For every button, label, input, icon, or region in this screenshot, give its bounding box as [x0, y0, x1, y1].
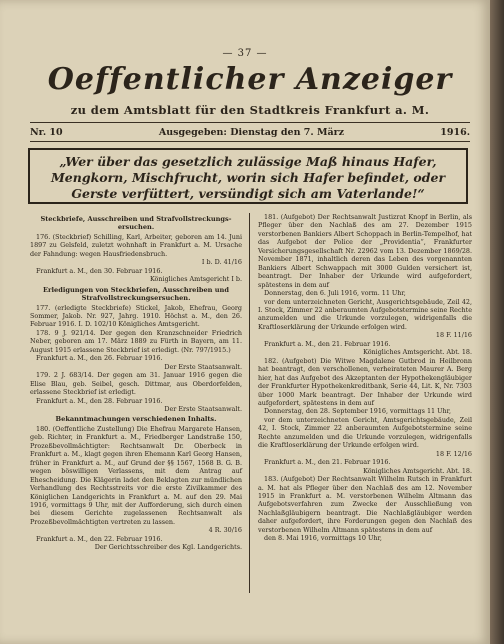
book-spine [490, 0, 504, 644]
notice-banner: „Wer über das gesetzlich zulässige Maß hinaus Hafer, Mengkorn, Mischfrucht, worin sich Hafer befindet, oder Gerste verfüttert, versündigt sich am Vaterlande!“ [28, 148, 468, 204]
paragraph: 178. 9 J. 921/14. Der gegen den Kranzschneider Friedrich Neber, geboren am 17. März 1889 zu Fürth in Bayern, am 11. August 1915 erlassene Steckbrief ist erledigt. (Nr. 797/1915.) [30, 328, 242, 354]
top-rule [30, 122, 470, 123]
right-column [258, 213, 472, 543]
issue-line [30, 127, 470, 138]
paragraph: 182. (Aufgebot) Die Witwe Magdalene Gutbrod in Heilbronn hat beantragt, den verschollenen, verheirateten Maurer A. Berg hier, hat das Aufgebot des Akzeptanten der Hypothekengläubiger der Frankfurter Hypothekenkreditbank, Serie 44, Lit. K, Nr. 7303 über 1000 Mark beantragt. Der Inhaber der Urkunde wird aufgefordert, spätestens in dem auf [258, 356, 472, 407]
page-number: — 37 — [222, 48, 268, 59]
paragraph: 179. 2 J. 683/14. Der gegen am 31. Januar 1916 gegen die Elise Blau, geb. Seibel, gesch. Dittmar, aus Oberdorfelden, erlassene Steckbrief ist erledigt. [30, 371, 242, 397]
paragraph: Frankfurt a. M., den 21. Februar 1916. [264, 458, 391, 467]
issue-rule [30, 141, 470, 142]
paragraph: Königliches Amtsgericht I b. [149, 275, 242, 284]
paragraph: 4 R. 30/16 [208, 526, 242, 535]
paragraph: 181. (Aufgebot) Der Rechtsanwalt Justizrat Knopf in Berlin, als Pfleger über den Nachlaß des am 27. Dezember 1915 verstorbenen Bankiers Albert Schoppach in Berlin-Tempelhof, hat das Aufgebot der Police der „Providentia“, Frankfurter Versicherungsgesellschaft Nr. 22962 vom 13. Dezember 1869/28. November 1871, inhaltlich deren das Leben des vorgenannten Bankiers Albert Schwappach mit 3000 Gulden versichert ist, beantragt. Der Inhaber der Urkunde wird aufgefordert, spätestens in dem auf [258, 213, 472, 289]
paragraph: Donnerstag, den 6. Juli 1916, vorm. 11 Uhr, [264, 289, 406, 298]
paragraph: Königliches Amtsgericht. Abt. 18. [363, 348, 472, 357]
paragraph: 183. (Aufgebot) Der Rechtsanwalt Wilhelm Rutsch in Frankfurt a. M. hat als Pfleger über den Nachlaß des am 12. November 1915 in Frankfurt a. M. verstorbenen Wilhelm Altmann das Aufgebotsverfahren zum Zwecke der Ausschließung von Nachlaßgläubigern beantragt. Die Nachlaßgläubiger werden daher aufgefordert, ihre Forderungen gegen den Nachlaß des verstorbenen Wilhelm Altmann spätestens in dem auf [258, 475, 472, 534]
newspaper-title: Oeffentlicher Anzeiger [47, 62, 453, 97]
issue-year: 1916. [440, 127, 470, 138]
section-heading: Bekanntmachungen verschiedenen Inhalts. [55, 415, 217, 424]
paragraph: Der Erste Staatsanwalt. [164, 362, 242, 371]
paragraph: Königliches Amtsgericht. Abt. 18. [363, 466, 472, 475]
paragraph: Der Gerichtsschreiber des Kgl. Landgerichts. [94, 543, 242, 552]
paragraph: I b. D. 41/16 [201, 258, 242, 267]
issue-number: Nr. 10 [30, 127, 63, 138]
paragraph: vor dem unterzeichneten Gericht, Amtsgerichtsgebäude, Zeil 42, I. Stock, Zimmer 22 anberaumten Aufgebotstermine seine Rechte anzumelden und die Urkunde vorzulegen, widrigenfalls die Kraftloserklärung der Urkunde erfolgen wird. [258, 415, 472, 450]
issue-date: Ausgegeben: Dienstag den 7. März [158, 127, 345, 138]
newspaper-subtitle: zu dem Amtsblatt für den Stadtkreis Frankfurt a. M. [70, 103, 430, 117]
column-divider [249, 213, 250, 593]
paragraph: Frankfurt a. M., den 28. Februar 1916. [36, 396, 163, 405]
paragraph: Frankfurt a. M., den 22. Februar 1916. [36, 534, 163, 543]
paragraph: Der Erste Staatsanwalt. [164, 404, 242, 413]
paragraph: Frankfurt a. M., den 21. Februar 1916. [264, 339, 391, 348]
paragraph: 177. (erledigte Steckbriefe) Stickel, Jakob, Ehefrau, Georg Sommer, Jakob. Nr. 927, Jahrg. 1910. Höchst a. M., den 26. Februar 1916. I. D. 102/10 Königliches Amtsgericht. [30, 303, 242, 329]
section-heading: Erledigungen von Steckbriefen, Ausschreiben und Strafvollstreckungsersuchen. [43, 285, 229, 303]
paragraph: den 8. Mai 1916, vormittags 10 Uhr, [264, 534, 382, 543]
paragraph: vor dem unterzeichneten Gericht, Ausgerichtsgebäude, Zeil 42, I. Stock, Zimmer 22 anberaumten Aufgebotstermine seine Rechte anzumelden und die Urkunde vorzulegen, widrigenfalls die Kraftloserklärung der Urkunde erfolgen wird. [258, 297, 472, 331]
paragraph: Frankfurt a. M., den 30. Februar 1916. [36, 266, 163, 275]
paragraph: 18 F. 12/16 [435, 449, 472, 458]
section-heading: Steckbriefe, Ausschreiben und Strafvollstreckungs-ersuchen. [40, 215, 232, 232]
paragraph: 180. (Oeffentliche Zustellung) Die Ehefrau Margarete Hansen, geb. Richter, in Frankfurt a. M., Friedberger Landstraße 150, Prozeßbevollmächtigter: Rechtsanwalt Dr. Oberbeck in Frankfurt a. M., klagt gegen ihren Ehemann Karl Georg Hansen, früher in Frankfurt a. M., auf Grund der §§ 1567, 1568 B. G. B. wegen böswilligen Verlassens, mit dem Antrag auf Ehescheidung. Die Klägerin ladet den Beklagten zur mündlichen Verhandlung des Rechtsstreits vor die erste Zivilkammer des Königlichen Landgerichts in Frankfurt a. M. auf den 29. Mai 1916, vormittags 9 Uhr, mit der Aufforderung, sich durch einen bei diesem Gerichte zugelassenen Rechtsanwalt als Prozeßbevollmächtigten vertreten zu lassen. [30, 424, 242, 526]
paragraph: 176. (Steckbrief) Schilling, Karl, Arbeiter, geboren am 14. Juni 1897 zu Gelsfeld, zuletzt wohnhaft in Frankfurt a. M. Ursache der Fahndung: wegen Hausfriedensbruch. [30, 232, 242, 258]
paragraph: Donnerstag, den 28. September 1916, vormittags 11 Uhr, [264, 407, 452, 416]
left-column [30, 213, 242, 552]
paragraph: 18 F. 11/16 [435, 331, 472, 340]
paragraph: Frankfurt a. M., den 26. Februar 1916. [36, 354, 163, 363]
